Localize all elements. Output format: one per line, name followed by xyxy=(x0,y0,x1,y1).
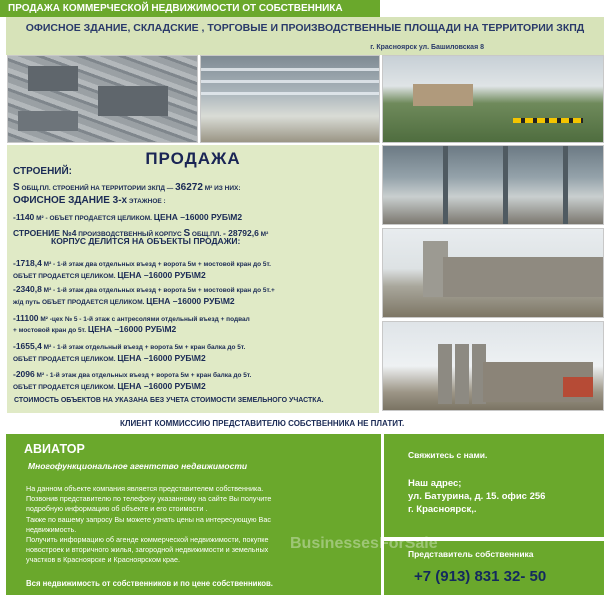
sale-title: ПРОДАЖА xyxy=(145,149,241,168)
header-box xyxy=(6,17,604,55)
agency-line: Позвонив представителю по телефону указанному на сайте Вы получите xyxy=(26,494,272,504)
office-line: ОФИСНОЕ ЗДАНИЕ 3-х ЭТАЖНОЕ : xyxy=(13,195,166,206)
phone-number[interactable]: +7 (913) 831 32- 50 xyxy=(414,568,547,585)
item-1: -1718,4 М² - 1-й этаж два отдельных въезд + ворота 5м + мостовой кран до 5т. xyxy=(13,258,271,268)
item-3-price: + мостовой кран до 5т. ЦЕНА –16000 РУБ\М2 xyxy=(13,324,177,334)
header-address: г. Красноярск ул. Башиловская 8 xyxy=(370,44,484,51)
item-2: -2340,8 М² - 1-й этаж два отдельных въезд + ворота 5м + мостовой кран до 5т.+ xyxy=(13,284,275,294)
silo-building-photo xyxy=(382,321,604,411)
agency-line: недвижимость. xyxy=(26,524,77,534)
aerial-photo xyxy=(7,55,198,143)
contact-heading: Свяжитесь с нами. xyxy=(408,450,488,460)
owner-label: Представитель собственника xyxy=(408,549,534,559)
price-note: СТОИМОСТЬ ОБЪЕКТОВ НА УКАЗАНА БЕЗ УЧЕТА СТОИМОСТИ ЗЕМЕЛЬНОГО УЧАСТКА. xyxy=(14,397,324,404)
industrial-building-photo xyxy=(382,228,604,318)
item-4: -1655,4 М² - 1-й этаж отдельный въезд + ворота 5м + кран балка до 5т. xyxy=(13,341,246,351)
top-banner-text: ПРОДАЖА КОММЕРЧЕСКОЙ НЕДВИЖИМОСТИ ОТ СОБСТВЕННИКА xyxy=(8,3,343,14)
agency-line: новостроек и вторичного жилья, загородной недвижимости и земельных xyxy=(26,545,269,555)
contact-address xyxy=(408,477,545,516)
agency-block xyxy=(6,434,381,595)
item-2-price: ж/д путь ОБЪЕТ ПРОДАЕТСЯ ЦЕЛИКОМ. ЦЕНА –16000 РУБ\М2 xyxy=(13,296,235,306)
address-street: ул. Батурина, д. 15. офис 256 xyxy=(408,491,546,502)
agency-line: На данном объекте компания является представителем собственника. xyxy=(26,484,264,493)
buildings-label: СТРОЕНИЙ: xyxy=(13,166,72,177)
agency-line: подробную информацию об объекте и его стоимости . xyxy=(26,504,208,514)
commission-note: КЛИЕНТ КОММИССИЮ ПРЕДСТАВИТЕЛЮ СОБСТВЕННИКА НЕ ПЛАТИТ. xyxy=(120,419,405,428)
item-3: -11100 М² -цех № 5 - 1-й этаж с антресолями отдельный въезд + подвал xyxy=(13,313,250,323)
agency-name: АВИАТОР xyxy=(24,442,85,456)
office-area-line: -1140 М² - ОБЪЕТ ПРОДАЕТСЯ ЦЕЛИКОМ. ЦЕНА –16000 РУБ\М2 xyxy=(13,212,243,222)
agency-line: Также по вашему запросу Вы можете узнать цены на интересующую Вас xyxy=(26,514,271,524)
building4-line: СТРОЕНИЕ №4 ПРОИЗВОДСТВЕННЫЙ КОРПУС S ОБЩ.ПЛ. - 28792,6 М² xyxy=(13,228,269,239)
item-5: -2096 М² - 1-й этаж два отдельных въезд + ворота 5м + кран балка до 5т. xyxy=(13,369,252,379)
divided-line: КОРПУС ДЕЛИТСЯ НА ОБЪЕКТЫ ПРОДАЖИ: xyxy=(51,236,241,246)
item-5-price: ОБЪЕТ ПРОДАЕТСЯ ЦЕЛИКОМ. ЦЕНА –16000 РУБ\М2 xyxy=(13,381,206,391)
agency-subtitle: Многофункциональное агентство недвижимости xyxy=(28,461,248,471)
address-city: г. Красноярск,. xyxy=(408,504,477,515)
agency-description xyxy=(26,484,376,566)
agency-tagline: Вся недвижимость от собственников и по цене собственников. xyxy=(26,579,273,588)
sale-details xyxy=(7,145,379,413)
item-4-price: ОБЪЕТ ПРОДАЕТСЯ ЦЕЛИКОМ. ЦЕНА –16000 РУБ\М2 xyxy=(13,353,206,363)
agency-line: Получить информацию об агенде коммерческой недвижимости, покупке xyxy=(26,535,269,545)
item-1-price: ОБЪЕТ ПРОДАЕТСЯ ЦЕЛИКОМ. ЦЕНА –16000 РУБ\М2 xyxy=(13,270,206,280)
empty-hall-photo xyxy=(382,145,604,225)
address-label: Наш адрес; xyxy=(408,478,462,489)
watermark: BusinessesForSale xyxy=(290,535,438,552)
header-title: ОФИСНОЕ ЗДАНИЕ, СКЛАДСКИЕ , ТОРГОВЫЕ И ПРОИЗВОДСТВЕННЫЕ ПЛОЩАДИ НА ТЕРРИТОРИИ ЗКПД xyxy=(25,22,585,34)
office-building-photo xyxy=(382,55,604,143)
contact-block xyxy=(384,434,604,537)
total-area-line: S ОБЩ.ПЛ. СТРОЕНИЙ НА ТЕРРИТОРИИ ЗКПД — 36272 М² ИЗ НИХ: xyxy=(13,182,241,193)
top-banner xyxy=(0,0,380,17)
agency-line: участков в Красноярске и Красноярском крае. xyxy=(26,555,181,565)
warehouse-interior-photo xyxy=(200,55,380,143)
